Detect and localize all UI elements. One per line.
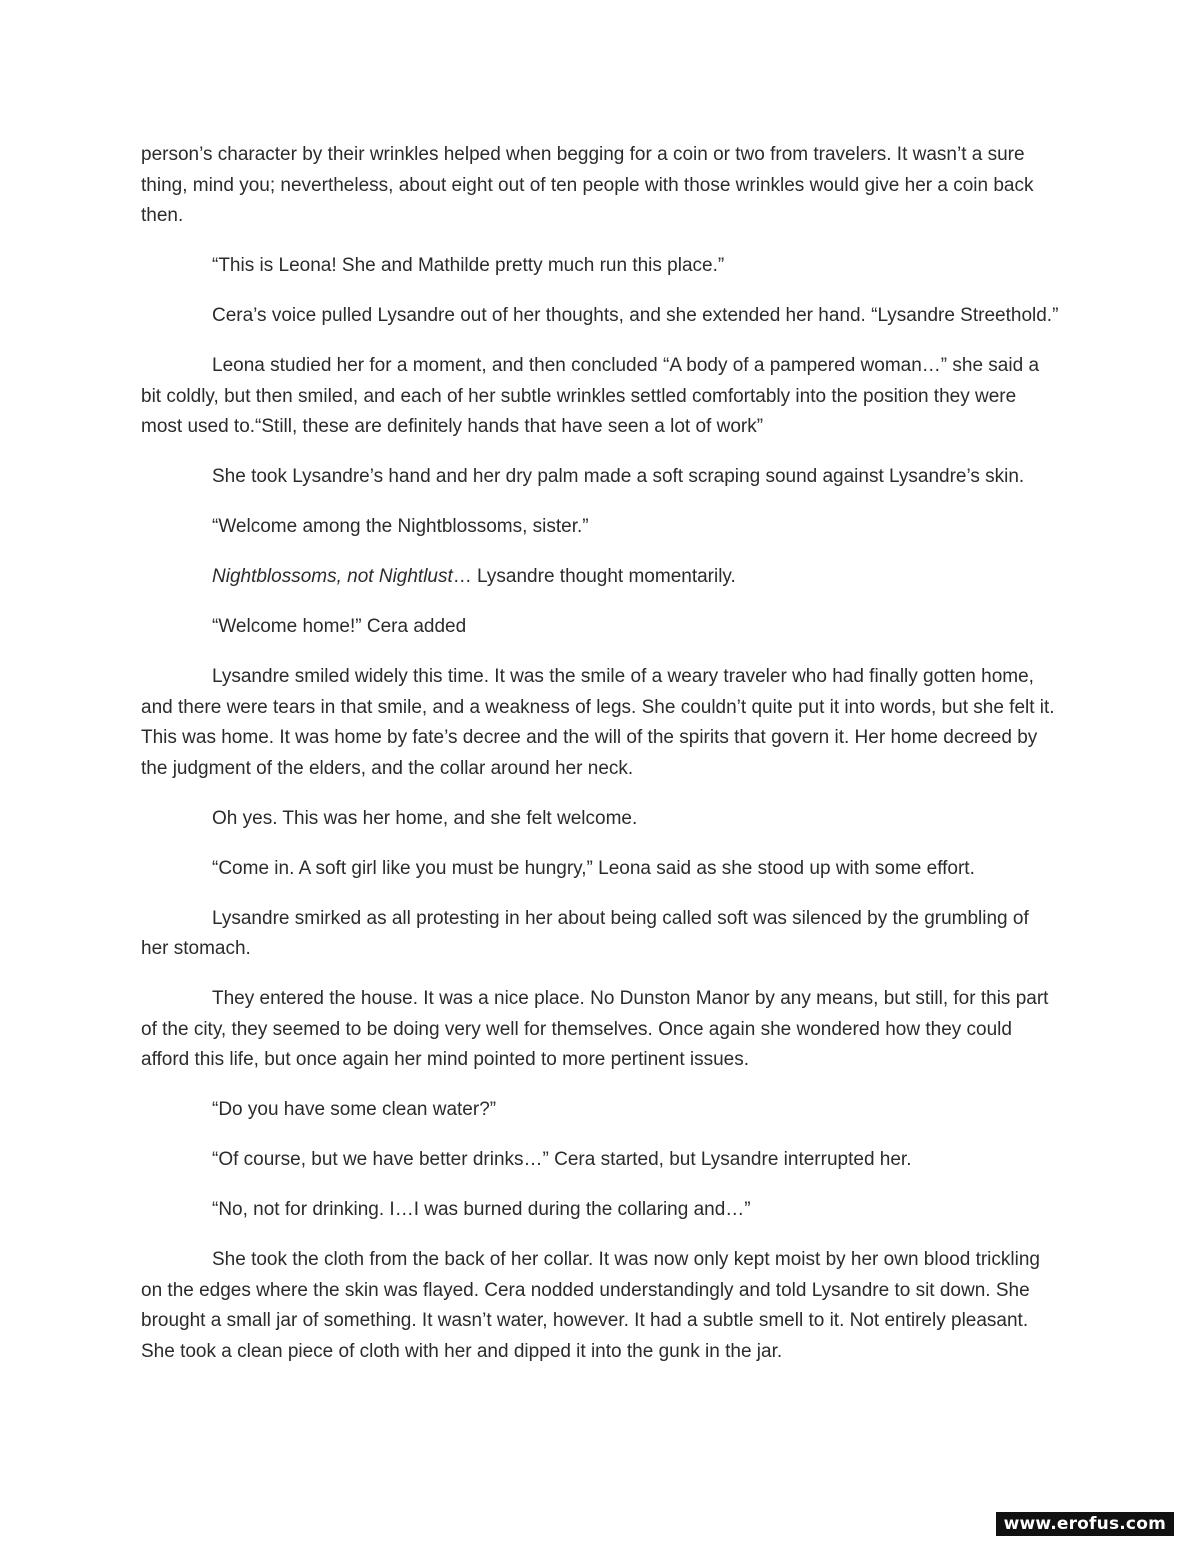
- paragraph: They entered the house. It was a nice place. No Dunston Manor by any means, but still, for this part of the city, they seemed to be doing very well for themselves. Once again she wondered how they could afford this life, but once again her mind pointed to more pertinent issues.: [141, 988, 1049, 1070]
- paragraph: Leona studied her for a moment, and then concluded “A body of a pampered woman…” she said a bit coldly, but then smiled, and each of her subtle wrinkles settled comfortably into the position they were most used to.“Still, these are definitely hands that have seen a lot of work”: [141, 355, 1040, 437]
- paragraph: Cera’s voice pulled Lysandre out of her thoughts, and she extended her hand. “Lysandre Streethold.”: [212, 305, 1059, 326]
- paragraph: She took Lysandre’s hand and her dry palm made a soft scraping sound against Lysandre’s skin.: [212, 466, 1025, 487]
- paragraph: Oh yes. This was her home, and she felt welcome.: [212, 807, 638, 829]
- paragraph: “Come in. A soft girl like you must be hungry,” Leona said as she stood up with some effort.: [212, 857, 975, 879]
- paragraph: “Welcome among the Nightblossoms, sister.”: [212, 516, 589, 537]
- document-body: [141, 140, 1061, 1387]
- paragraph: “Do you have some clean water?”: [212, 1099, 497, 1120]
- paragraph-thought: [141, 562, 1061, 593]
- paragraph: person’s character by their wrinkles helped when begging for a coin or two from travelers. It wasn’t a sure thing, mind you; nevertheless, about eight out of ten people with those wrinkles would give her a coin back then.: [141, 144, 1034, 226]
- paragraph: She took the cloth from the back of her collar. It was now only kept moist by her own blood trickling on the edges where the skin was flayed. Cera nodded understandingly and told Lysandre to sit down. She brought a small jar of something. It wasn’t water, however. It had a subtle smell to it. Not entirely pleasant. She took a clean piece of cloth with her and dipped it into the gunk in the jar.: [141, 1249, 1040, 1362]
- paragraph: Lysandre smirked as all protesting in her about being called soft was silenced by the grumbling of her stomach.: [141, 907, 1029, 959]
- paragraph: “Welcome home!” Cera added: [212, 616, 467, 637]
- paragraph: Lysandre smiled widely this time. It was the smile of a weary traveler who had finally gotten home, and there were tears in that smile, and a weakness of legs. She couldn’t quite put it into words, but she felt it. This was home. It was home by fate’s decree and the will of the spirits that govern it. Her home decreed by the judgment of the elders, and the collar around her neck.: [141, 666, 1055, 779]
- watermark: www.erofus.com: [996, 1512, 1174, 1536]
- thought-rest-text: … Lysandre thought momentarily.: [452, 566, 736, 587]
- paragraph: “Of course, but we have better drinks…” Cera started, but Lysandre interrupted her.: [212, 1149, 912, 1170]
- paragraph: “This is Leona! She and Mathilde pretty much run this place.”: [212, 255, 725, 276]
- paragraph: “No, not for drinking. I…I was burned during the collaring and…”: [212, 1199, 751, 1220]
- thought-italic-text: Nightblossoms, not Nightlust: [212, 566, 453, 587]
